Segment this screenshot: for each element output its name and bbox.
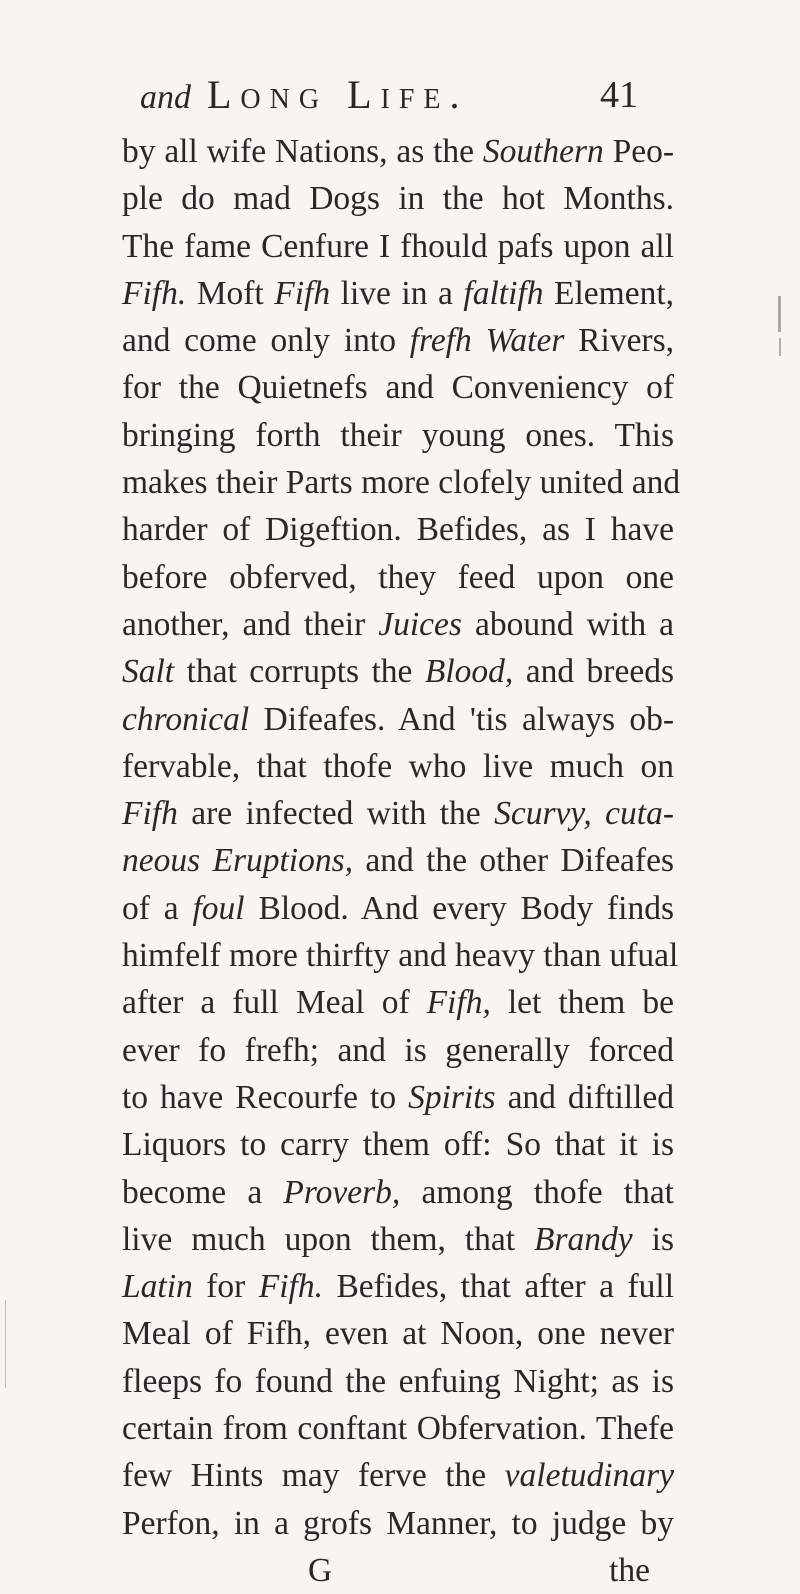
italic-run: Brandy bbox=[534, 1220, 633, 1258]
italic-run: Latin bbox=[122, 1268, 193, 1306]
text-run: and come only into bbox=[122, 322, 410, 360]
text-run: ever fo frefh; and is generally forced bbox=[122, 1031, 674, 1069]
body-text bbox=[122, 128, 681, 1594]
text-run: Element, bbox=[543, 274, 675, 312]
text-line bbox=[122, 1358, 674, 1405]
italic-run: Scurvy, cuta- bbox=[494, 795, 674, 833]
text-run: himfelf more thirfty and heavy than ufual bbox=[122, 937, 679, 975]
italic-run: Fifh bbox=[122, 795, 178, 833]
footer-line bbox=[122, 1547, 674, 1594]
italic-run: faltifh bbox=[463, 274, 544, 312]
signature-mark: G bbox=[308, 1551, 333, 1589]
text-run: after a full Meal of bbox=[122, 984, 427, 1022]
text-line bbox=[122, 790, 674, 837]
text-run: is bbox=[632, 1220, 674, 1258]
running-head-title: Long Life. bbox=[207, 72, 469, 117]
text-run: and diftilled bbox=[495, 1078, 674, 1116]
text-run: ple do mad Dogs in the hot Months. bbox=[122, 180, 674, 218]
text-run: abound with a bbox=[461, 605, 674, 643]
margin-bracket-mark-lower bbox=[779, 338, 781, 356]
page-number: 41 bbox=[600, 74, 638, 116]
text-line bbox=[122, 506, 674, 553]
text-run: certain from conftant Obfervation. Thefe bbox=[122, 1410, 674, 1448]
text-run: The fame Cenfure I fhould pafs upon all bbox=[122, 227, 674, 265]
text-line bbox=[122, 270, 674, 317]
italic-run: Fifh bbox=[274, 274, 331, 312]
text-line bbox=[122, 1310, 674, 1357]
text-run: let them be bbox=[490, 984, 674, 1022]
text-run: for the Quietnefs and Conveniency of bbox=[122, 369, 674, 407]
text-run: become a bbox=[122, 1173, 284, 1211]
italic-run: chronical bbox=[122, 700, 250, 738]
text-line bbox=[122, 979, 674, 1026]
text-run: Befides, that after a full bbox=[322, 1268, 675, 1306]
italic-run: Juices bbox=[378, 605, 462, 643]
text-run: bringing forth their young ones. This bbox=[122, 416, 674, 454]
text-line bbox=[122, 1216, 674, 1263]
italic-run: Proverb, bbox=[283, 1173, 401, 1211]
text-run: Liquors to carry them off: So that it is bbox=[122, 1126, 674, 1164]
text-run: Perfon, in a grofs Manner, to judge by bbox=[122, 1504, 674, 1542]
text-line bbox=[122, 459, 681, 506]
text-run: live much upon them, that bbox=[122, 1220, 535, 1258]
text-line bbox=[122, 412, 674, 459]
text-line bbox=[122, 743, 674, 790]
text-line bbox=[122, 554, 674, 601]
text-run: Rivers, bbox=[564, 322, 675, 360]
text-line bbox=[122, 317, 674, 364]
running-head bbox=[140, 70, 660, 120]
text-run: and the other Difeafes bbox=[353, 842, 674, 880]
italic-run: Blood, bbox=[424, 653, 514, 691]
italic-run: Salt bbox=[122, 653, 175, 691]
text-line bbox=[122, 1074, 674, 1121]
text-line bbox=[122, 1500, 674, 1547]
text-line bbox=[122, 648, 674, 695]
text-run: for bbox=[192, 1268, 259, 1306]
gutter-fold-line bbox=[5, 1300, 6, 1388]
catchword: the bbox=[609, 1551, 650, 1589]
text-run: fervable, that thofe who live much on bbox=[122, 747, 674, 785]
text-line bbox=[122, 1169, 674, 1216]
text-run: among thofe that bbox=[400, 1173, 674, 1211]
text-line bbox=[122, 885, 674, 932]
text-run: of a bbox=[122, 889, 193, 927]
margin-bracket-mark bbox=[778, 296, 781, 332]
text-run: and breeds bbox=[513, 653, 674, 691]
text-line bbox=[122, 1263, 674, 1310]
text-line bbox=[122, 932, 679, 979]
text-line bbox=[122, 175, 674, 222]
text-run: few Hints may ferve the bbox=[122, 1457, 505, 1495]
text-line bbox=[122, 1121, 674, 1168]
text-line bbox=[122, 696, 674, 743]
text-run: before obferved, they feed upon one bbox=[122, 558, 674, 596]
italic-run: Fifh, bbox=[426, 984, 491, 1022]
text-line bbox=[122, 1452, 674, 1499]
text-run: makes their Parts more clofely united and bbox=[122, 464, 681, 502]
text-line bbox=[122, 601, 674, 648]
italic-run: Spirits bbox=[408, 1078, 496, 1116]
text-run: another, and their bbox=[122, 605, 379, 643]
text-line bbox=[122, 1027, 674, 1074]
italic-run: Southern bbox=[482, 133, 604, 170]
italic-run: neous Eruptions, bbox=[122, 842, 354, 880]
text-run: fleeps fo found the enfuing Night; as is bbox=[122, 1362, 674, 1400]
text-run: harder of Digeftion. Befides, as I have bbox=[122, 511, 674, 549]
text-line bbox=[122, 223, 674, 270]
text-run: by all wife Nations, as the bbox=[122, 133, 483, 170]
text-run: Peo- bbox=[603, 133, 674, 170]
text-run: live in a bbox=[330, 274, 464, 312]
text-run: to have Recourfe to bbox=[122, 1078, 409, 1116]
text-line bbox=[122, 364, 674, 411]
text-line bbox=[122, 837, 674, 884]
text-run: Blood. And every Body finds bbox=[244, 889, 675, 927]
text-run: Moft bbox=[186, 274, 275, 312]
italic-run: frefh Water bbox=[409, 322, 565, 360]
text-line bbox=[122, 1405, 674, 1452]
text-run: Difeafes. And 'tis always ob- bbox=[249, 700, 674, 738]
running-head-prefix: and bbox=[140, 79, 191, 116]
text-line bbox=[122, 128, 674, 175]
italic-run: foul bbox=[192, 889, 245, 927]
italic-run: Fifh. bbox=[122, 274, 187, 312]
text-run: Meal of Fifh, even at Noon, one never bbox=[122, 1315, 674, 1353]
text-run: that corrupts the bbox=[174, 653, 425, 691]
text-run: are infected with the bbox=[177, 795, 495, 833]
italic-run: Fifh. bbox=[258, 1268, 323, 1306]
italic-run: valetudinary bbox=[504, 1457, 674, 1495]
